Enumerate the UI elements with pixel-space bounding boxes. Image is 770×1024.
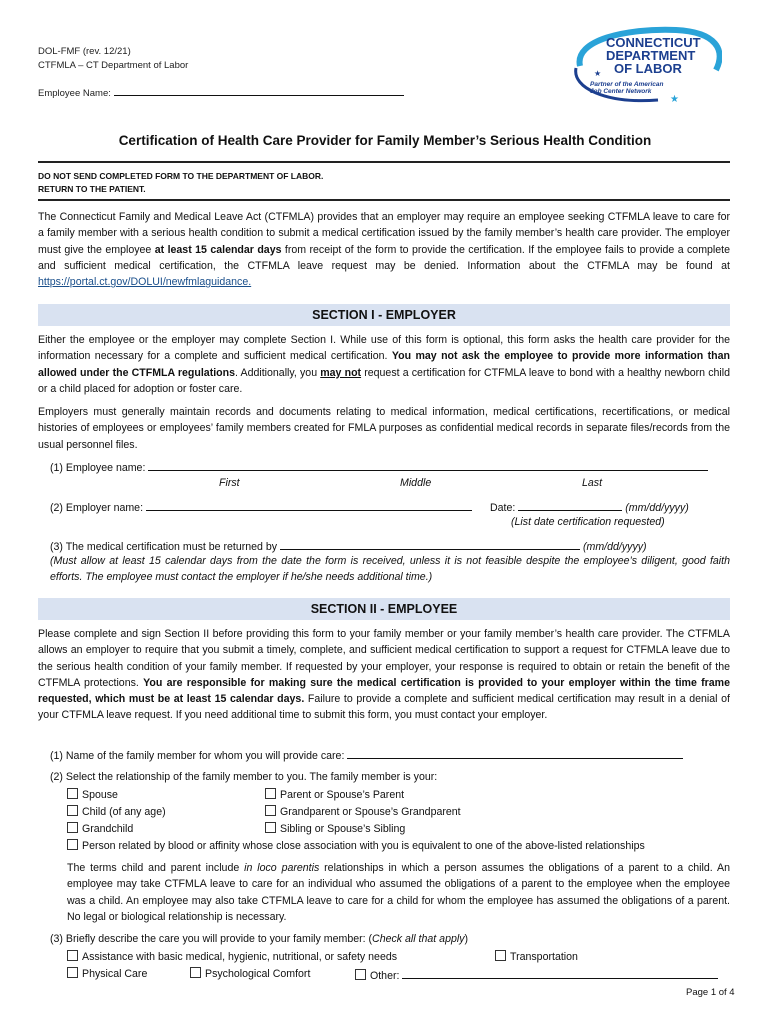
return-by-note: (Must allow at least 15 calendar days from the date the form is received, unless it is not feasible despite the employee’s diligent, good faith efforts. The employee must contact the employer if he/she needs additional time.) [50, 555, 730, 584]
logo-tagline-1: Partner of the American [590, 81, 664, 88]
section-2-heading: SECTION II - EMPLOYEE [38, 598, 730, 620]
checkbox-icon[interactable] [67, 822, 78, 833]
option-grandparent[interactable] [265, 804, 461, 820]
care-label: Transportation [510, 951, 578, 963]
intro-text-1: The Connecticut Family and Medical Leave Act (CTFMLA) provides that an employer may require an employee seeking CTFMLA leave to care for a family member with a serious health condition to submit a medical certification issued by the family member’s health care provider. The employer must give the employee [38, 211, 730, 256]
relationship-question: (2) Select the relationship of the family member to you. The family member is your: [50, 771, 438, 783]
relationship-note [67, 860, 730, 925]
intro-bold: at least 15 calendar days [154, 243, 282, 256]
s2-p1-bold: You are responsible for making sure the medical certification is provided to your employer within the time frame requested, which must be at least 15 calendar days. [38, 676, 730, 706]
employee-name-header [38, 86, 404, 101]
q1-number: (1) [50, 750, 63, 762]
checkbox-icon[interactable] [265, 788, 276, 799]
care-other-field[interactable] [402, 966, 718, 979]
option-affinity[interactable] [67, 838, 645, 854]
option-parent[interactable] [265, 787, 404, 803]
option-sibling[interactable] [265, 821, 405, 837]
form-code: DOL-FMF (rev. 12/21) [38, 46, 131, 57]
note-italic: in loco parentis [244, 862, 320, 874]
svg-text:★: ★ [670, 94, 679, 105]
warning-divider [38, 199, 730, 201]
date-format-hint: (mm/dd/yyyy) [625, 502, 689, 514]
s1-p1-underline: may not [320, 366, 362, 379]
employer-name-field[interactable] [146, 498, 472, 511]
title-divider [38, 161, 730, 163]
option-spouse[interactable] [67, 787, 118, 803]
section-1-heading: SECTION I - EMPLOYER [38, 304, 730, 326]
care-basic-needs[interactable] [67, 949, 397, 965]
employee-name-row [50, 458, 708, 476]
middle-label: Middle [400, 477, 432, 489]
note-b: relationships in which a person assumes the obligations of a parent to a child. An employee may take CTFMLA leave to care for an individual who assumed the obligations of a parent to the employee when the employee was a child. An employee may also take CTFMLA leave to care for a child for whom the employee has assumed the obligations of a parent. No legal or biological relationship is necessary. [67, 862, 730, 923]
checkbox-icon[interactable] [67, 788, 78, 799]
checkbox-icon[interactable] [355, 969, 366, 980]
care-label: Physical Care [82, 968, 148, 980]
s2-p1-a: Please complete and sign Section II before providing this form to your family member or your family member’s health care provider. The CTFMLA allows an employer to require that you submit a timely, complete, and sufficient medical certification to support a request for CTFMLA leave due to the serious health condition of your family member. If requested by your employer, your response is required to obtain or retain the benefit of the CTFMLA protections. [38, 628, 730, 689]
warning-line-1: DO NOT SEND COMPLETED FORM TO THE DEPARTMENT OF LABOR. [38, 171, 324, 181]
return-by-field[interactable] [280, 537, 580, 550]
logo-line-2: DEPARTMENT [606, 48, 696, 63]
return-by-format: (mm/dd/yyyy) [583, 541, 647, 553]
care-label: Other: [370, 970, 400, 982]
logo-tagline-2: Job Center Network [590, 88, 652, 95]
care-transportation[interactable] [495, 949, 578, 965]
option-label: Parent or Spouse’s Parent [280, 789, 405, 801]
intro-text-2: from receipt of the form to provide the certification. If the employee fails to provide a complete and sufficient medical certification, the CTFMLA leave request may be denied. Information about the CTFMLA may be found at [38, 243, 730, 272]
employee-name-label: (1) Employee name: [50, 462, 146, 474]
checkbox-icon[interactable] [67, 950, 78, 961]
care-label: Psychological Comfort [205, 968, 311, 980]
checkbox-icon[interactable] [67, 967, 78, 978]
option-label: Sibling or Spouse’s Sibling [280, 823, 406, 835]
s2-p1-b: Failure to provide a complete and sufficient medical certification may result in a denial of your CTFMLA leave request. If you need additional time to submit this form, you must contact your employer. [38, 693, 730, 722]
agency-line: CTFMLA – CT Department of Labor [38, 60, 189, 71]
employee-name-header-field[interactable] [114, 86, 404, 96]
s1-p1-b: . Additionally, you [235, 366, 321, 379]
checkbox-icon[interactable] [265, 805, 276, 816]
option-grandchild[interactable] [67, 821, 133, 837]
care-psychological[interactable] [190, 966, 310, 982]
page-number: Page 1 of 4 [686, 987, 735, 998]
family-member-name-label: Name of the family member for whom you will provide care: [65, 750, 345, 762]
checkbox-icon[interactable] [495, 950, 506, 961]
family-member-name-row [50, 746, 683, 764]
intro-paragraph [38, 209, 730, 290]
option-child[interactable] [67, 804, 166, 820]
care-question [50, 931, 468, 947]
care-q-italic: Check all that apply [372, 933, 465, 945]
ct-dol-logo [566, 26, 722, 106]
return-by-label: (3) The medical certification must be returned by [50, 541, 278, 553]
option-label: Person related by blood or affinity whose close association with you is equivalent to one of the above-listed relationships [82, 840, 645, 852]
checkbox-icon[interactable] [67, 805, 78, 816]
option-label: Grandparent or Spouse’s Grandparent [280, 806, 461, 818]
logo-line-3: OF LABOR [614, 61, 682, 76]
last-label: Last [582, 477, 603, 489]
option-label: Spouse [82, 789, 118, 801]
care-q-end: ) [464, 933, 469, 945]
care-other[interactable] [355, 966, 718, 984]
care-physical[interactable] [67, 966, 147, 982]
care-q-label: (3) Briefly describe the care you will provide to your family member: ( [50, 933, 373, 945]
checkbox-icon[interactable] [190, 967, 201, 978]
date-note: (List date certification requested) [511, 516, 665, 528]
section-1-paragraph-2: Employers must generally maintain records and documents relating to medical information, medical certifications, recertifications, or medical histories of employees or employees’ family members created for FMLA purposes as confidential medical records in separate files/records from the usual personnel files. [38, 406, 730, 451]
s1-p1-c: request a certification for CTFMLA leave to bond with a healthy newborn child or a child placed for adoption or foster care. [38, 366, 731, 395]
date-label: Date: [490, 502, 516, 514]
family-member-name-field[interactable] [347, 746, 683, 759]
option-label: Child (of any age) [82, 806, 166, 818]
warning-line-2: RETURN TO THE PATIENT. [38, 184, 146, 194]
employer-name-label: (2) Employer name: [50, 502, 144, 514]
employee-name-field[interactable] [148, 458, 708, 471]
care-label: Assistance with basic medical, hygienic, nutritional, or safety needs [82, 951, 398, 963]
svg-text:★: ★ [594, 69, 602, 78]
option-label: Grandchild [82, 823, 134, 835]
guidance-link[interactable]: https://portal.ct.gov/DOLUI/newfmlaguidance. [38, 276, 252, 289]
checkbox-icon[interactable] [265, 822, 276, 833]
section-2-paragraph [38, 626, 730, 724]
section-1-paragraph-1 [38, 332, 730, 397]
date-requested-field[interactable] [518, 498, 622, 511]
first-label: First [219, 477, 240, 489]
employee-name-header-label: Employee Name: [38, 88, 111, 99]
employer-name-row [50, 498, 472, 516]
checkbox-icon[interactable] [67, 839, 78, 850]
s1-p1-bold: You may not ask the employee to provide more information than allowed under the CTFMLA regulations [38, 350, 730, 379]
logo-line-1: CONNECTICUT [606, 35, 701, 50]
note-a: The terms child and parent include [67, 862, 245, 874]
warning-text [38, 170, 323, 196]
s1-p1-a: Either the employee or the employer may complete Section I. While use of this form is optional, this form asks the health care provider for the information necessary for a complete and sufficient medical certification. [38, 334, 730, 363]
page-title: Certification of Health Care Provider for Family Member’s Serious Health Condition [118, 133, 652, 148]
